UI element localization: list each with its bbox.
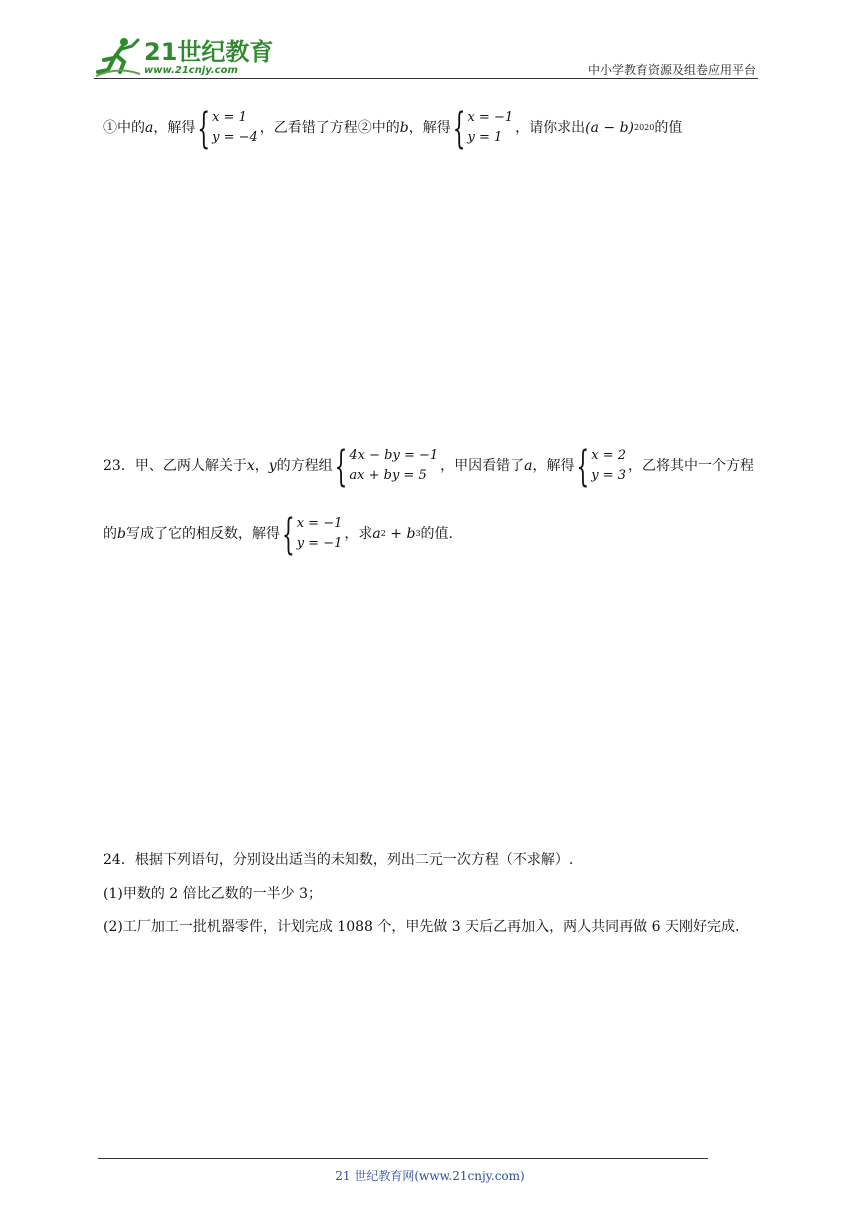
question-24-item-1: (1)甲数的 2 倍比乙数的一半少 3；: [103, 886, 322, 902]
q23-text-5: ，乙将其中一个方程: [628, 458, 755, 474]
q23-var-b: b: [117, 526, 126, 542]
question-24-title: 24．根据下列语句，分别设出适当的未知数，列出二元一次方程（不求解）.: [103, 852, 574, 868]
q23-var-a: a: [524, 458, 533, 474]
logo-text: 21世纪教育: [144, 38, 274, 66]
q22-text-4: ，解得: [408, 120, 451, 136]
brace-icon: {: [197, 102, 211, 154]
q23-equation-system: [334, 440, 439, 492]
footer-divider: [98, 1158, 708, 1159]
q23-eq1: 4x − by = −1: [349, 448, 439, 463]
footer-link[interactable]: 21 世纪教育网(www.21cnjy.com): [335, 1169, 525, 1183]
q22-text-1: ①中的: [103, 120, 145, 136]
q23-text-2: 的方程组: [276, 458, 333, 474]
q23-eq2: ax + by = 5: [349, 468, 427, 483]
q23-expr-b: b: [406, 526, 416, 542]
question-23-line-2: [103, 508, 453, 560]
brace-icon: {: [452, 102, 466, 154]
q23-sol1-eq1: x = 2: [591, 448, 626, 463]
runner-icon: [94, 36, 142, 78]
q23-comma: ，: [254, 458, 269, 474]
q23-text-3: ，甲因看错了: [440, 458, 525, 474]
q22-solution-1: [197, 102, 258, 154]
q23-text-1: 23．甲、乙两人解关于: [103, 458, 247, 474]
q23-text-9: 的值.: [420, 526, 453, 542]
q22-var-a: a: [145, 120, 154, 136]
q23-var-y: y: [268, 458, 277, 474]
q22-expression: (a − b): [585, 120, 634, 136]
q23-plus: +: [385, 526, 407, 542]
q22-text-5: ，请你求出: [515, 120, 586, 136]
q23-exp-2: 2: [380, 529, 386, 538]
q23-sol1-eq2: y = 3: [591, 468, 627, 483]
q23-text-6: 的: [103, 526, 117, 542]
q22-text-3: ，乙看错了方程②中的: [259, 120, 400, 136]
q22-sol2-eq2: y = 1: [467, 130, 503, 145]
platform-name: 中小学教育资源及组卷应用平台: [587, 63, 756, 77]
q23-text-8: ，求: [344, 526, 373, 542]
q23-text-4: ，解得: [532, 458, 575, 474]
q22-sol1-eq2: y = −4: [212, 130, 258, 145]
q22-text-2: ，解得: [153, 120, 196, 136]
q23-solution-1: [576, 440, 627, 492]
logo-url: www.21cnjy.com: [144, 65, 238, 76]
q23-solution-2: [281, 508, 343, 560]
q23-expr-a: a: [372, 526, 381, 542]
question-24-item-2: (2)工厂加工一批机器零件，计划完成 1088 个，甲先做 3 天后乙再加入，两人共同再做 6 天刚好完成.: [103, 919, 740, 935]
q22-text-6: 的值: [654, 120, 683, 136]
question-22-continuation: [103, 102, 683, 154]
q22-var-b: b: [399, 120, 409, 136]
q22-sol1-eq1: x = 1: [212, 110, 247, 125]
site-logo[interactable]: [94, 36, 274, 78]
q22-solution-2: [452, 102, 514, 154]
brace-icon: {: [576, 440, 590, 492]
header-divider: [94, 78, 758, 79]
q23-sol2-eq1: x = −1: [296, 516, 343, 531]
question-23-line-1: [103, 440, 755, 492]
q23-text-7: 写成了它的相反数，解得: [125, 526, 280, 542]
q23-var-x: x: [246, 458, 255, 474]
q23-sol2-eq2: y = −1: [296, 536, 343, 551]
q23-exp-3: 3: [415, 529, 421, 538]
q22-sol2-eq1: x = −1: [467, 110, 514, 125]
brace-icon: {: [334, 440, 348, 492]
brace-icon: {: [281, 508, 295, 560]
q22-exponent: 2020: [634, 123, 655, 132]
